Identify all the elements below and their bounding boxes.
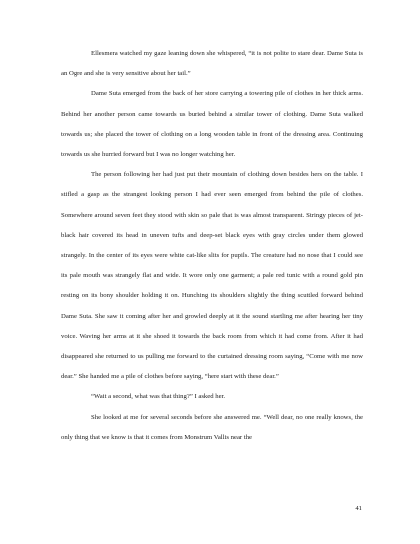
paragraph-1: Ellesmera watched my gaze leaning down she whispered, “it is not polite to stare dear. Dame Suta is an Ogre and she is very sensitive about her tail.” [61,50,363,78]
page-number: 41 [355,505,362,512]
paragraph-5: She looked at me for several seconds before she answered me. “Well dear, no one really knows, the only thing that we know is that it comes from Monstrum Vallis near the [61,413,363,441]
paragraph-2: Dame Suta emerged from the back of her store carrying a towering pile of clothes in her thick arms. Behind her another person came towards us buried behind a similar tower of clothing. Dame Suta walked towards us; she placed the tower of clothing on a long wooden table in front of the dressing area. Continuing towards us she hurried forward but I was no longer watching her. [61,90,363,159]
paragraph-4: “Wait a second, what was that thing?” I asked her. [91,393,226,401]
body-text [61,44,363,448]
paragraph-3: The person following her had just put their mountain of clothing down besides hers on the table. I stifled a gasp as the strangest looking person I had ever seen emerged from behind the pile of clothes. Somewhere around seven feet they stood with skin so pale that is was almost transparent. Stringy pieces of jet-black hair covered its head in uneven tufts and deep-set black eyes with gray circles under them glowed strangely. In the center of its eyes were white cat-like slits for pupils. The creature had no nose that I could see its pale mouth was strangely flat and wide. It wore only one garment; a pale red tunic with a round gold pin resting on its bony shoulder holding it on. Hunching its shoulders slightly the thing scuttled forward behind Dame Suta. She saw it coming after her and growled deeply at it the sound startling me after hearing her tiny voice. Waving her arms at it she shoed it towards the back room from which it had come from. After it had disappeared she returned to us pulling me forward to the curtained dressing room saying, “Come with me now dear.” She handed me a pile of clothes before saying, “here start with these dear.” [61,171,363,381]
